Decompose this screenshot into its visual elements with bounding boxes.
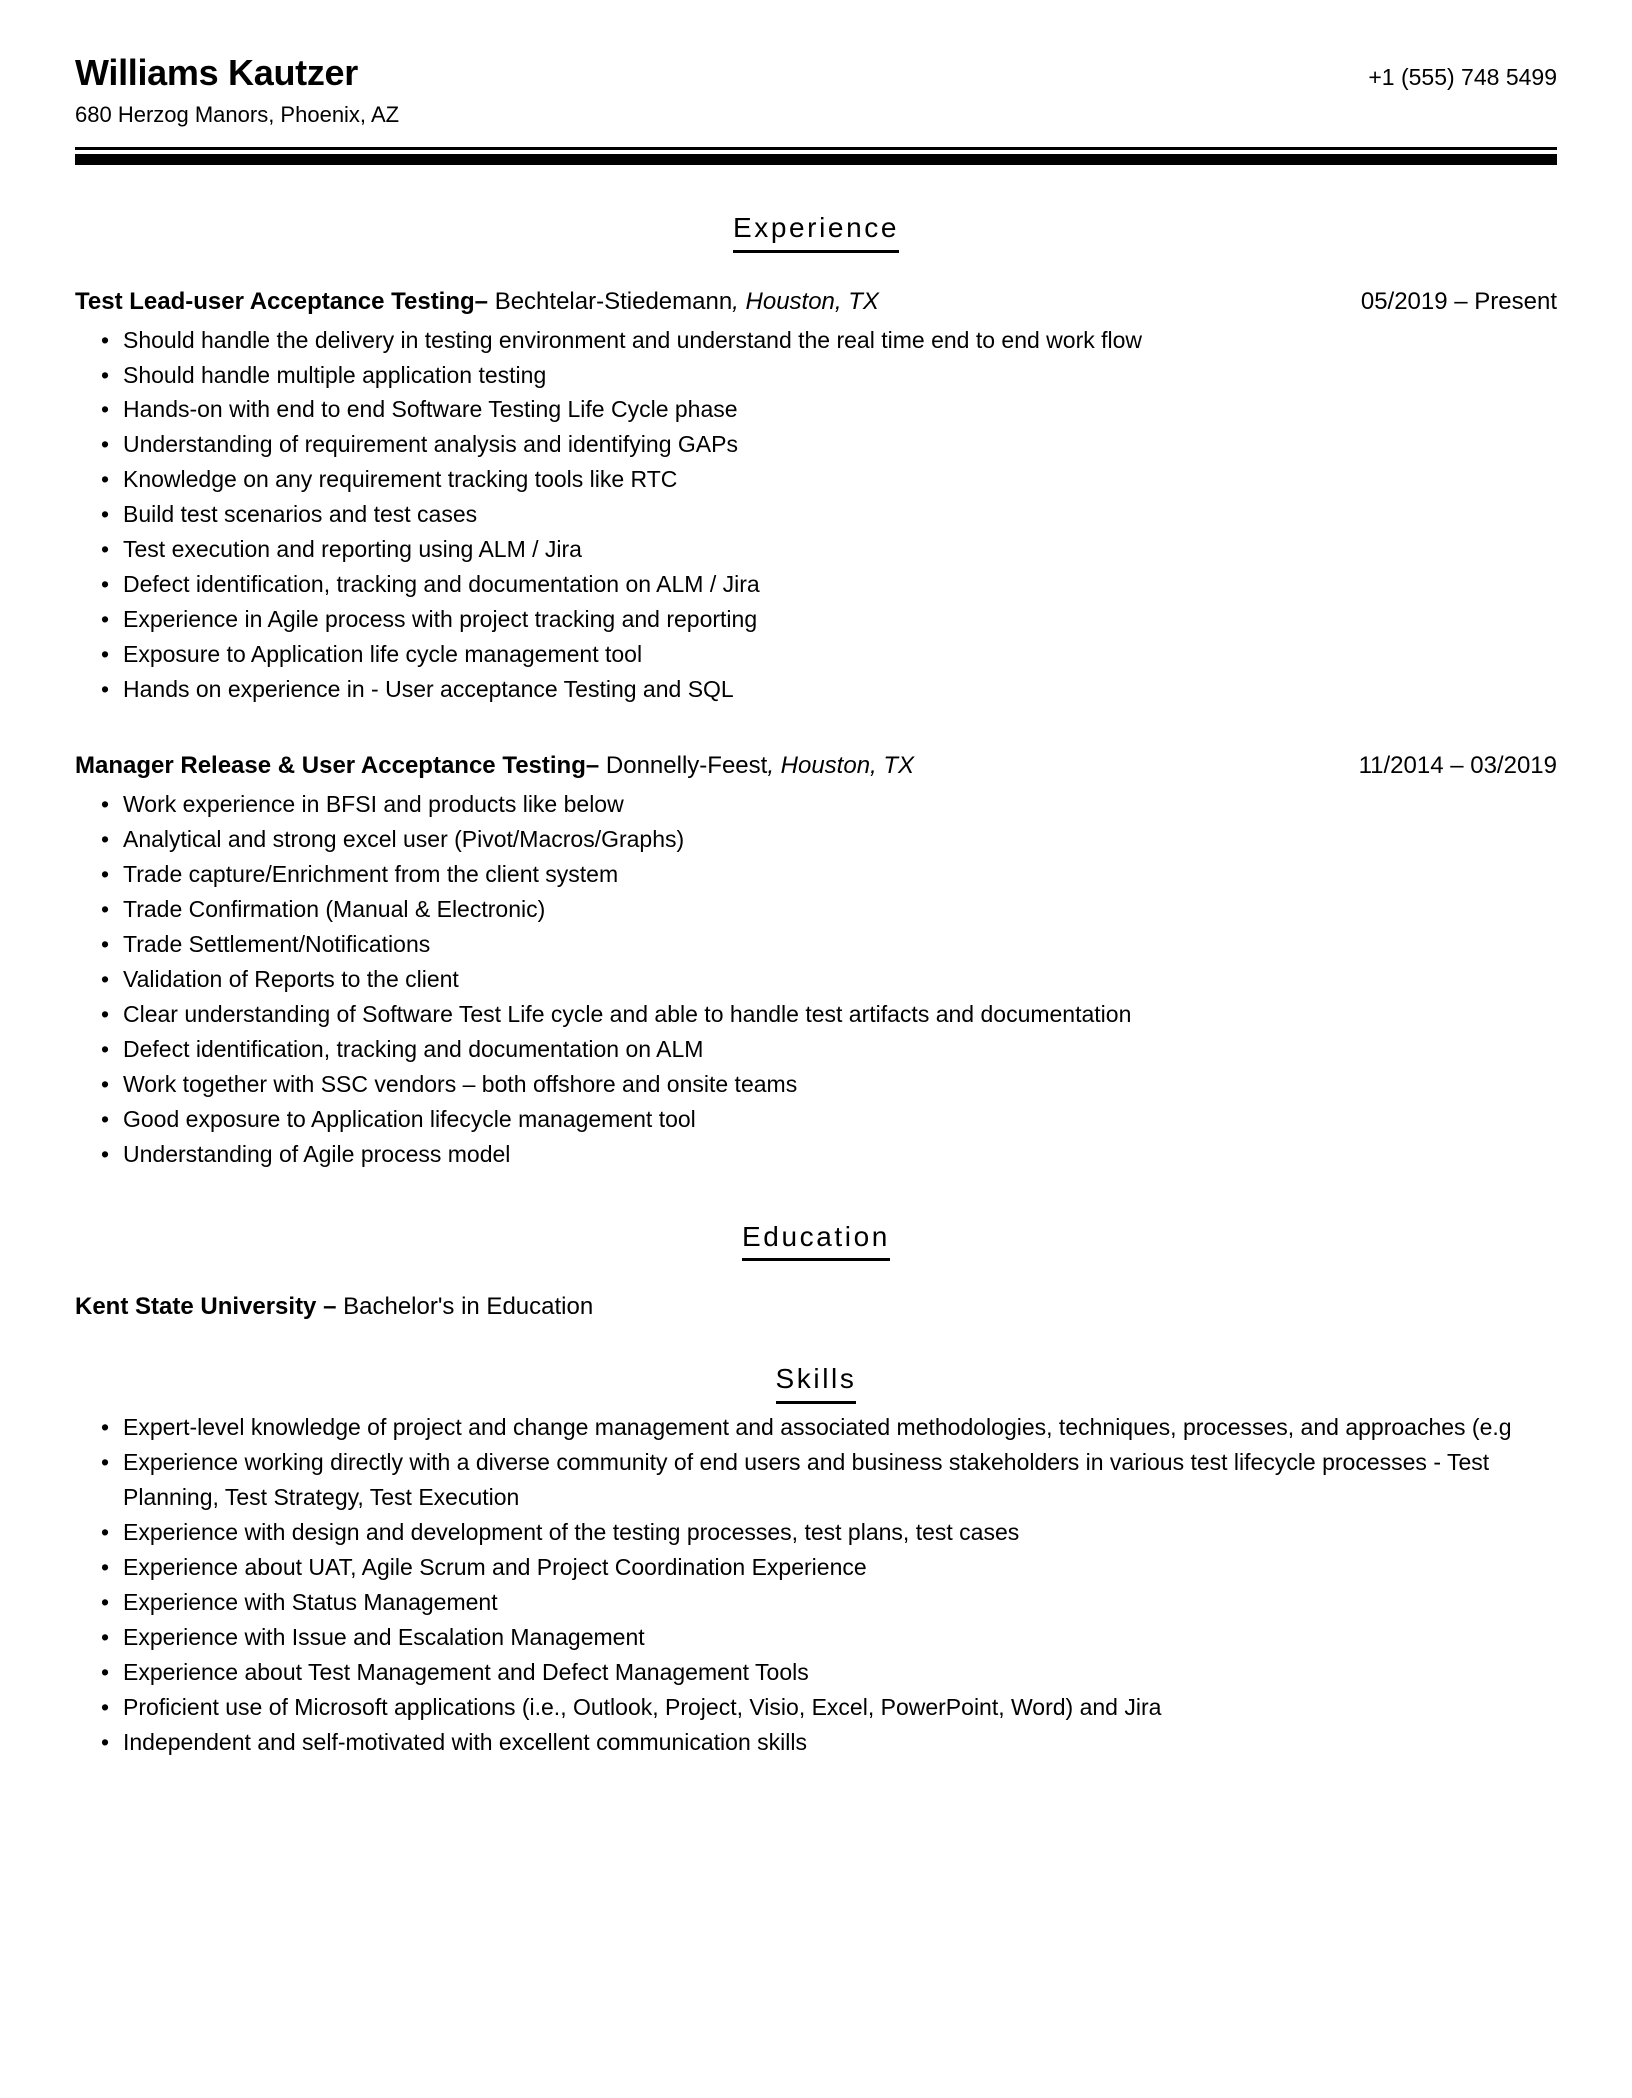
skill-bullet-item: • Experience working directly with a diverse community of end users and business stakeholders in various test lifecycle processes - Test Planning, Test Strategy, Test Execution bbox=[75, 1445, 1557, 1515]
skill-bullet-item: • Experience with Status Management bbox=[75, 1585, 1557, 1620]
experience-entry-title-group bbox=[75, 751, 1359, 781]
experience-entry bbox=[75, 751, 1557, 1171]
education-section bbox=[75, 1220, 1557, 1323]
job-bullet-item: • Build test scenarios and test cases bbox=[75, 497, 1557, 532]
experience-entry-header bbox=[75, 751, 1557, 781]
skill-bullet-item: • Expert-level knowledge of project and change management and associated methodologies, techniques, processes, and approaches (e.g bbox=[75, 1410, 1557, 1445]
job-company: Bechtelar-Stiedemann bbox=[494, 287, 733, 315]
skill-bullet-item: • Experience about Test Management and Defect Management Tools bbox=[75, 1655, 1557, 1690]
candidate-address: 680 Herzog Manors, Phoenix, AZ bbox=[75, 102, 400, 128]
experience-heading bbox=[75, 211, 1557, 253]
resume-header bbox=[75, 0, 1557, 165]
candidate-name: Williams Kautzer bbox=[75, 52, 358, 93]
job-bullet-item: • Analytical and strong excel user (Pivot/Macros/Graphs) bbox=[75, 822, 1557, 857]
header-top-row bbox=[75, 52, 1557, 93]
job-company-comma: , bbox=[732, 287, 739, 315]
job-bullet-item: • Trade Settlement/Notifications bbox=[75, 927, 1557, 962]
experience-entry-title-group bbox=[75, 287, 1361, 317]
job-bullet-item: • Defect identification, tracking and documentation on ALM bbox=[75, 1032, 1557, 1067]
experience-entry bbox=[75, 287, 1557, 707]
skill-bullet-item: • Experience about UAT, Agile Scrum and Project Coordination Experience bbox=[75, 1550, 1557, 1585]
job-bullet-item: • Clear understanding of Software Test Life cycle and able to handle test artifacts and documentation bbox=[75, 997, 1557, 1032]
job-bullet-item: • Knowledge on any requirement tracking tools like RTC bbox=[75, 462, 1557, 497]
skills-heading-label: Skills bbox=[776, 1362, 857, 1404]
job-bullet-item: • Should handle multiple application testing bbox=[75, 358, 1557, 393]
education-entry bbox=[75, 1291, 1557, 1322]
job-bullet-item: • Understanding of Agile process model bbox=[75, 1137, 1557, 1172]
skills-heading bbox=[75, 1362, 1557, 1404]
job-bullet-item: • Defect identification, tracking and documentation on ALM / Jira bbox=[75, 567, 1557, 602]
job-bullet-item: • Test execution and reporting using ALM / Jira bbox=[75, 532, 1557, 567]
candidate-phone: +1 (555) 748 5499 bbox=[1368, 64, 1557, 90]
skills-bullets bbox=[75, 1410, 1557, 1760]
job-company-comma: , bbox=[767, 752, 774, 780]
job-bullet-item: • Validation of Reports to the client bbox=[75, 962, 1557, 997]
job-bullet-item: • Work together with SSC vendors – both offshore and onsite teams bbox=[75, 1067, 1557, 1102]
job-title: Manager Release & User Acceptance Testing bbox=[75, 752, 586, 780]
job-location: Houston, TX bbox=[780, 752, 915, 780]
experience-entry-header bbox=[75, 287, 1557, 317]
skills-section bbox=[75, 1362, 1557, 1759]
job-dates: 11/2014 – 03/2019 bbox=[1358, 752, 1557, 780]
header-divider bbox=[75, 147, 1557, 165]
job-location: Houston, TX bbox=[745, 287, 879, 315]
job-bullets bbox=[75, 787, 1557, 1171]
education-school: Kent State University bbox=[75, 1293, 317, 1321]
job-company: Donnelly-Feest bbox=[605, 752, 768, 780]
skill-bullet-item: • Experience with design and development of the testing processes, test plans, test cases bbox=[75, 1515, 1557, 1550]
job-title-dash: – bbox=[474, 287, 489, 315]
job-bullet-item: • Work experience in BFSI and products like below bbox=[75, 787, 1557, 822]
job-bullet-item: • Good exposure to Application lifecycle management tool bbox=[75, 1102, 1557, 1137]
job-bullet-item: • Should handle the delivery in testing environment and understand the real time end to end work flow bbox=[75, 323, 1557, 358]
skill-bullet-item: • Proficient use of Microsoft applications (i.e., Outlook, Project, Visio, Excel, PowerPoint, Word) and Jira bbox=[75, 1690, 1557, 1725]
education-dash: – bbox=[323, 1293, 337, 1321]
job-bullet-item: • Trade capture/Enrichment from the client system bbox=[75, 857, 1557, 892]
job-bullet-item: • Understanding of requirement analysis and identifying GAPs bbox=[75, 427, 1557, 462]
experience-heading-label: Experience bbox=[733, 211, 899, 253]
skill-bullet-item: • Experience with Issue and Escalation Management bbox=[75, 1620, 1557, 1655]
education-degree: Bachelor's in Education bbox=[343, 1293, 594, 1321]
job-bullet-item: • Hands on experience in - User acceptance Testing and SQL bbox=[75, 672, 1557, 707]
job-title: Test Lead-user Acceptance Testing bbox=[75, 287, 475, 315]
job-bullet-item: • Hands-on with end to end Software Testing Life Cycle phase bbox=[75, 392, 1557, 427]
skill-bullet-item: • Independent and self-motivated with excellent communication skills bbox=[75, 1725, 1557, 1760]
education-heading-label: Education bbox=[742, 1220, 890, 1262]
job-bullet-item: • Exposure to Application life cycle management tool bbox=[75, 637, 1557, 672]
job-title-dash: – bbox=[585, 752, 600, 780]
divider-thick-line bbox=[75, 154, 1557, 165]
education-heading bbox=[75, 1220, 1557, 1262]
job-bullets bbox=[75, 323, 1557, 707]
job-dates: 05/2019 – Present bbox=[1360, 287, 1557, 315]
job-bullet-item: • Trade Confirmation (Manual & Electronic) bbox=[75, 892, 1557, 927]
experience-section bbox=[75, 211, 1557, 1172]
job-bullet-item: • Experience in Agile process with project tracking and reporting bbox=[75, 602, 1557, 637]
